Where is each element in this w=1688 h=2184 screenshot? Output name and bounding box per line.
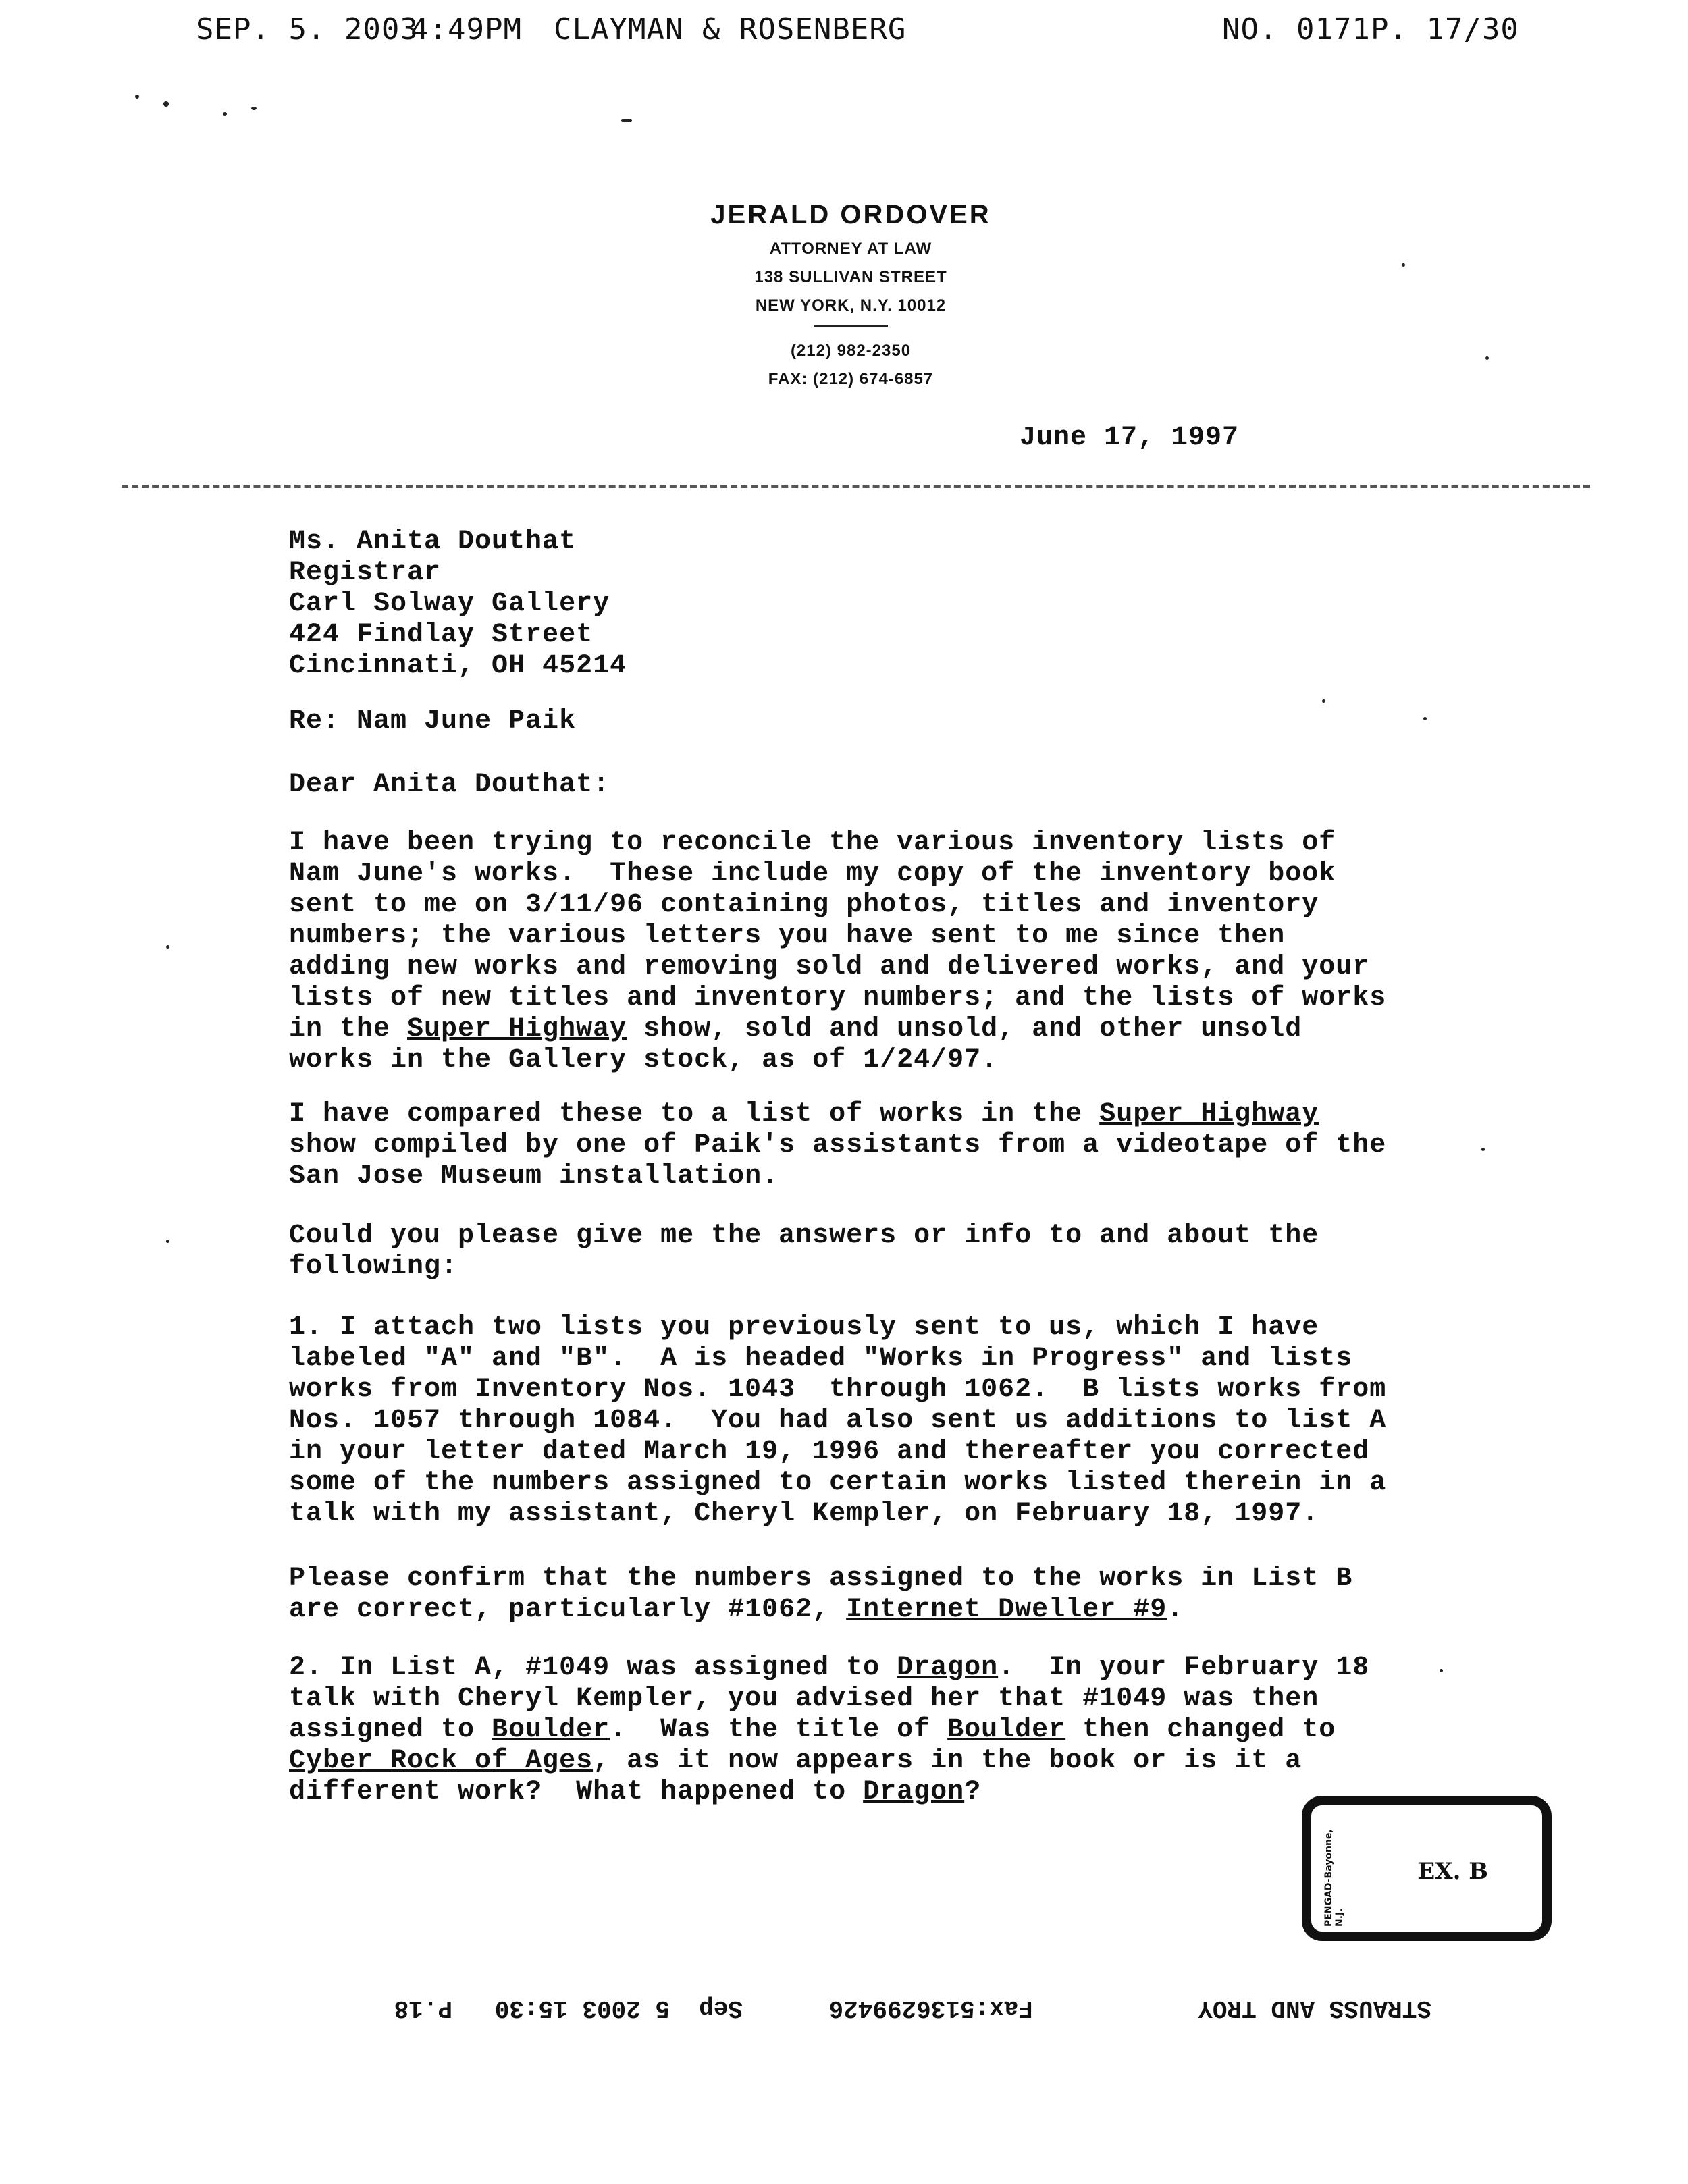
fax-time: 4:49PM <box>411 12 522 47</box>
paragraph-line: works in the Gallery stock, as of 1/24/97. <box>289 1045 999 1075</box>
scan-speck <box>1440 1669 1443 1672</box>
paragraph-line: some of the numbers assigned to certain works listed therein in a <box>289 1468 1387 1498</box>
paragraph-2 <box>289 1099 1572 1192</box>
fax-date: SEP. 5. 2003 <box>196 12 419 47</box>
paragraph-line: Could you please give me the answers or info to and about the <box>289 1221 1319 1251</box>
text-run: ? <box>964 1777 982 1807</box>
recipient-address <box>289 527 1572 682</box>
scan-speck <box>223 112 227 116</box>
paragraph-line: talk with Cheryl Kempler, you advised her that #1049 was then <box>289 1684 1319 1714</box>
letterhead-fax: FAX: (212) 674-6857 <box>768 370 934 388</box>
paragraph-line: Please confirm that the numbers assigned to the works in List B <box>289 1564 1353 1594</box>
text-run: are correct, particularly #1062, <box>289 1595 847 1625</box>
title-internet-dweller: Internet Dweller #9 <box>846 1595 1167 1625</box>
paragraph-line: works from Inventory Nos. 1043 through 1062. B lists works from <box>289 1375 1387 1405</box>
title-boulder: Boulder <box>947 1715 1066 1745</box>
scan-speck <box>166 945 169 949</box>
paragraph-line: numbers; the various letters you have sent to me since then <box>289 921 1286 951</box>
paragraph-line: Nos. 1057 through 1084. You had also sent us additions to list A <box>289 1406 1387 1436</box>
exhibit-label: EX. B <box>1417 1858 1488 1885</box>
paragraph-3 <box>289 1221 1572 1283</box>
footer-datetime: Sep 5 2003 15:30 <box>494 1994 743 2022</box>
paragraph-5 <box>289 1564 1572 1626</box>
title-boulder: Boulder <box>492 1715 610 1745</box>
footer-page: P.18 <box>394 1994 452 2022</box>
text-run: , as it now appears in the book or is it a <box>593 1746 1302 1776</box>
scan-speck <box>166 1240 169 1243</box>
letterhead-city: NEW YORK, N.Y. 10012 <box>755 296 947 315</box>
recipient-organization: Carl Solway Gallery <box>289 589 610 619</box>
re-line: Re: Nam June Paik <box>289 706 577 737</box>
letterhead-rule <box>814 325 888 327</box>
paragraph-line <box>289 1746 1572 1777</box>
paragraph-line: 1. I attach two lists you previously sent to us, which I have <box>289 1312 1319 1343</box>
text-run: different work? What happened to <box>289 1777 864 1807</box>
paragraph-line: talk with my assistant, Cheryl Kempler, on February 18, 1997. <box>289 1499 1319 1529</box>
text-run: then changed to <box>1065 1715 1336 1745</box>
scan-speck <box>1322 699 1325 703</box>
title-dragon: Dragon <box>863 1777 965 1807</box>
paragraph-line <box>289 1014 1572 1045</box>
paragraph-line: Nam June's works. These include my copy of the inventory book <box>289 859 1336 889</box>
paragraph-line: adding new works and removing sold and delivered works, and your <box>289 952 1370 982</box>
recipient-name: Ms. Anita Douthat <box>289 527 577 557</box>
paragraph-1 <box>289 828 1572 1076</box>
scan-speck <box>1423 717 1427 720</box>
text-run: . Was the title of <box>610 1715 948 1745</box>
text-run: 2. In List A, #1049 was assigned to <box>289 1653 897 1683</box>
paragraph-line: show compiled by one of Paik's assistants from a videotape of the <box>289 1130 1387 1161</box>
fax-header <box>196 12 1519 59</box>
paragraph-line <box>289 1595 1572 1626</box>
letterhead-phone: (212) 982-2350 <box>790 342 912 360</box>
scan-speck <box>1481 1148 1485 1151</box>
text-run: show, sold and unsold, and other unsold <box>627 1014 1302 1044</box>
text-run: . <box>1167 1595 1184 1625</box>
recipient-role: Registrar <box>289 558 442 588</box>
paragraph-line: labeled "A" and "B". A is headed "Works in Progress" and lists <box>289 1343 1353 1374</box>
paragraph-item-1 <box>289 1312 1572 1530</box>
paragraph-line: following: <box>289 1252 458 1282</box>
paragraph-line: sent to me on 3/11/96 containing photos, titles and inventory <box>289 890 1319 920</box>
title-dragon: Dragon <box>897 1653 999 1683</box>
letterhead <box>628 200 1074 398</box>
paragraph-line: San Jose Museum installation. <box>289 1161 779 1192</box>
paragraph-line: in your letter dated March 19, 1996 and thereafter you corrected <box>289 1437 1370 1467</box>
salutation: Dear Anita Douthat: <box>289 770 610 800</box>
title-super-highway: Super Highway <box>407 1014 627 1044</box>
scan-speck <box>621 119 632 122</box>
recipient-city: Cincinnati, OH 45214 <box>289 651 627 681</box>
text-run: in the <box>289 1014 408 1044</box>
paragraph-line <box>289 1715 1572 1746</box>
dashed-separator <box>122 485 1590 488</box>
title-cyber-rock-of-ages: Cyber Rock of Ages <box>289 1746 594 1776</box>
title-super-highway: Super Highway <box>1099 1099 1319 1129</box>
footer-sender: STRAUSS AND TROY <box>1198 1994 1431 2022</box>
paragraph-item-2 <box>289 1653 1572 1808</box>
scan-speck <box>1402 263 1405 267</box>
letterhead-name: JERALD ORDOVER <box>710 200 991 230</box>
exhibit-stamp-vertical-text: PENGAD-Bayonne, N.J. <box>1323 1829 1345 1927</box>
footer-fax-number: Fax:5136299426 <box>828 1994 1033 2022</box>
paragraph-line: lists of new titles and inventory numbers; and the lists of works <box>289 983 1387 1013</box>
recipient-street: 424 Findlay Street <box>289 620 594 650</box>
text-run: assigned to <box>289 1715 492 1745</box>
text-run: I have compared these to a list of works in the <box>289 1099 1100 1129</box>
letter-date: June 17, 1997 <box>1020 423 1240 453</box>
fax-page: P. 17/30 <box>1371 12 1519 47</box>
paragraph-line <box>289 1099 1572 1130</box>
scan-speck <box>163 101 169 107</box>
scan-speck <box>135 95 139 99</box>
paragraph-line <box>289 1653 1572 1684</box>
text-run: . In your February 18 <box>998 1653 1370 1683</box>
paragraph-line: I have been trying to reconcile the various inventory lists of <box>289 828 1336 858</box>
scan-speck <box>1485 356 1489 360</box>
fax-firm: CLAYMAN & ROSENBERG <box>554 12 907 47</box>
fax-number: NO. 0171 <box>1222 12 1371 47</box>
letterhead-street: 138 SULLIVAN STREET <box>754 268 947 286</box>
scan-speck <box>251 107 257 110</box>
fax-footer-upside-down <box>324 1981 1431 2022</box>
exhibit-stamp <box>1302 1796 1552 1941</box>
letterhead-title: ATTORNEY AT LAW <box>769 240 932 258</box>
